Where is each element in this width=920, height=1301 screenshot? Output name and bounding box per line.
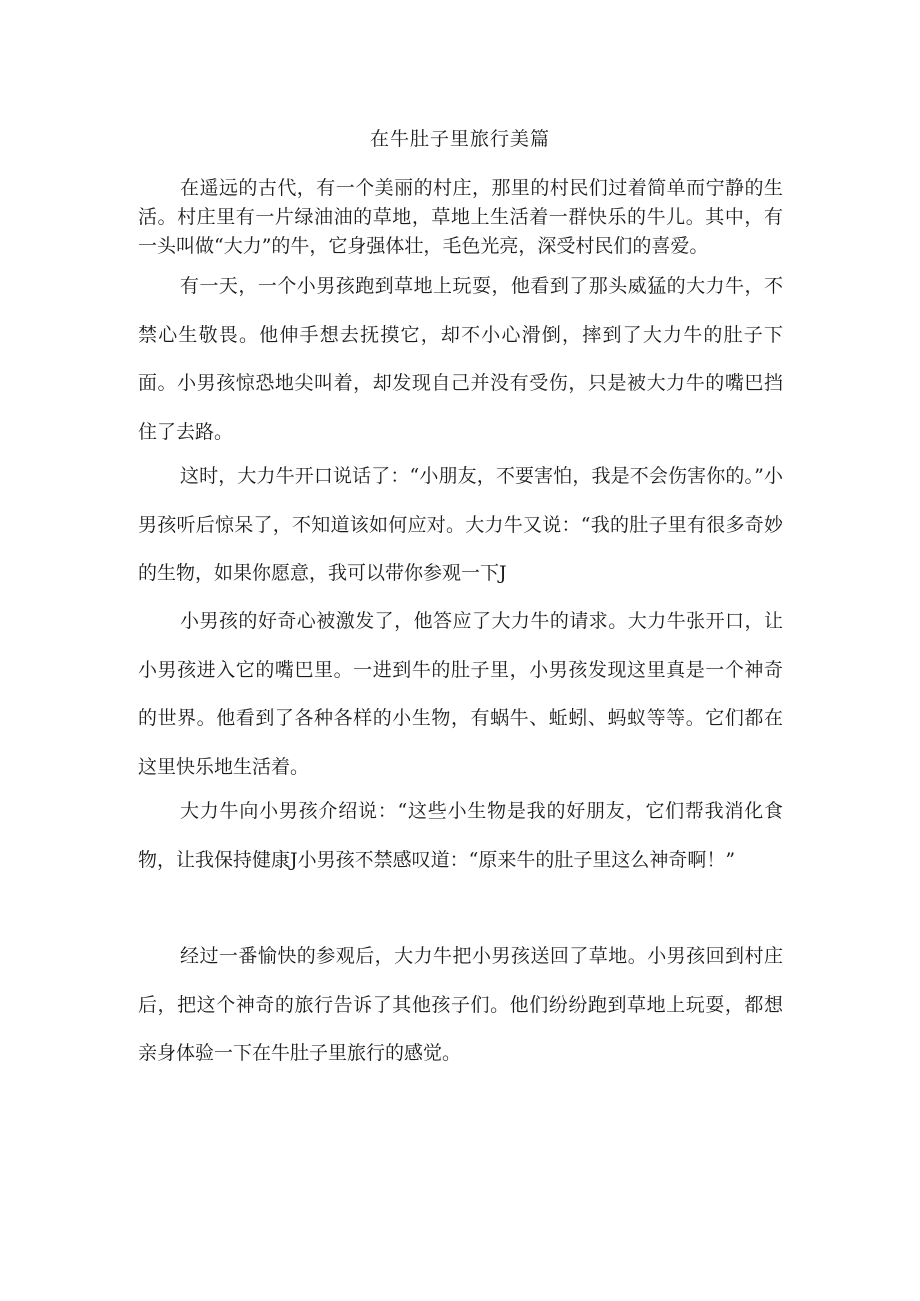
paragraph-6: 经过一番愉快的参观后，大力牛把小男孩送回了草地。小男孩回到村庄后，把这个神奇的旅行告诉了其他孩子们。他们纷纷跑到草地上玩耍，都想亲身体验一下在牛肚子里旅行的感觉。 (138, 945, 783, 1064)
paragraph-5: 大力牛向小男孩介绍说：“这些小生物是我的好朋友，它们帮我消化食物，让我保持健康J小男孩不禁感叹道：“原来牛的肚子里这么神奇啊！” (138, 800, 783, 871)
paragraph-1: 在遥远的古代，有一个美丽的村庄，那里的村民们过着简单而宁静的生活。村庄里有一片绿油油的草地，草地上生活着一群快乐的牛儿。其中，有一头叫做“大力”的牛，它身强体壮，毛色光亮，深受村民们的喜爱。 (138, 177, 783, 257)
paragraph-4: 小男孩的好奇心被激发了，他答应了大力牛的请求。大力牛张开口，让小男孩进入它的嘴巴里。一进到牛的肚子里，小男孩发现这里真是一个神奇的世界。他看到了各种各样的小生物，有蜗牛、蚯蚓、蚂蚁等等。它们都在这里快乐地生活着。 (138, 610, 783, 778)
document-title: 在牛肚子里旅行美篇 (369, 128, 550, 150)
paragraph-3: 这时，大力牛开口说话了：“小朋友，不要害怕，我是不会伤害你的。”小男孩听后惊呆了，不知道该如何应对。大力牛又说：“我的肚子里有很多奇妙的生物，如果你愿意，我可以带你参观一下J (138, 465, 783, 584)
paragraph-2: 有一天，一个小男孩跑到草地上玩耍，他看到了那头威猛的大力牛，不禁心生敬畏。他伸手想去抚摸它，却不小心滑倒，摔到了大力牛的肚子下面。小男孩惊恐地尖叫着，却发现自己并没有受伤，只是被大力牛的嘴巴挡住了去路。 (138, 275, 783, 443)
